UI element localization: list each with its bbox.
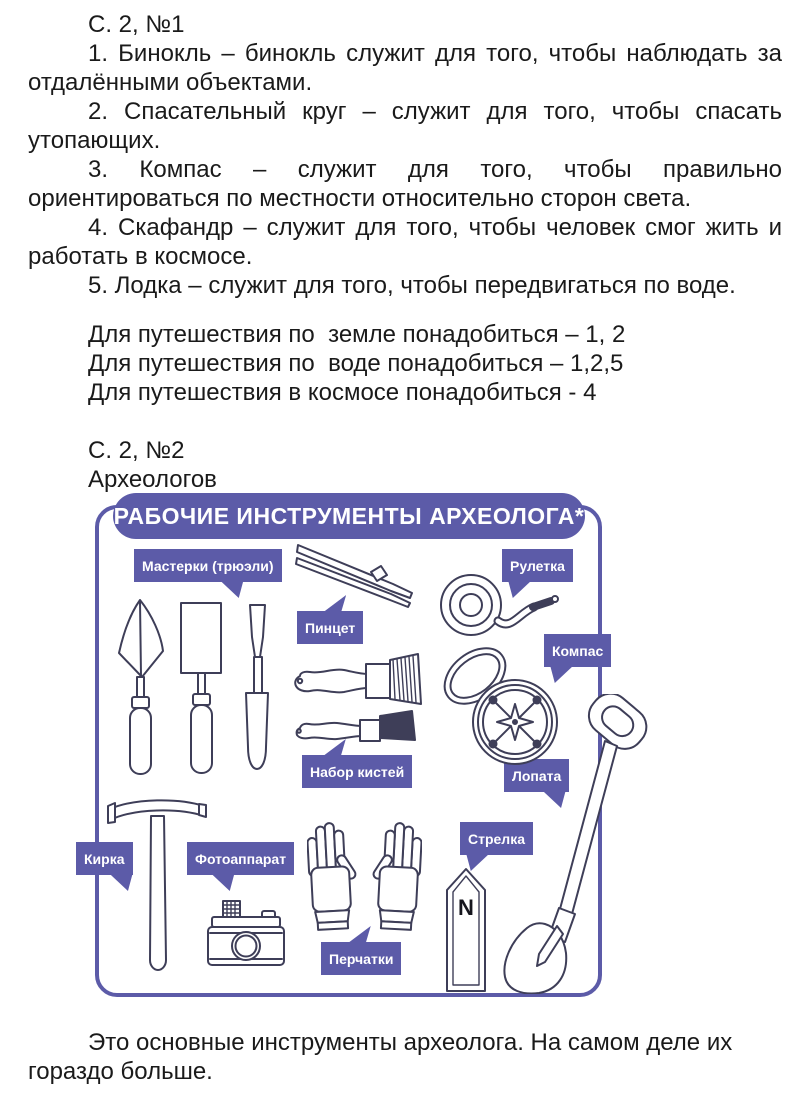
label-compass-text: Компас: [552, 642, 604, 659]
label-north-arrow-text: Стрелка: [468, 830, 525, 847]
north-arrow-illustration: [445, 867, 487, 993]
bubble-tail: [211, 873, 235, 891]
label-brush-set: [302, 755, 412, 788]
travel-land-line: Для путешествия по земле понадобиться – 1, 2: [88, 321, 626, 348]
infographic-title-text: РАБОЧИЕ ИНСТРУМЕНТЫ АРХЕОЛОГА*: [113, 502, 585, 529]
shovel-illustration: [499, 694, 649, 994]
travel-space-line: Для путешествия в космосе понадобиться - 4: [88, 379, 597, 406]
north-letter: N: [458, 895, 474, 920]
footer-section: [28, 1028, 782, 1086]
answer-item-1: 1. Бинокль – бинокль служит для того, чтобы наблюдать за отдалёнными объектами.: [28, 40, 782, 96]
answer-item-2: 2. Спасательный круг – служит для того, чтобы спасать утопающих.: [28, 98, 782, 154]
trowel-set-illustration: [109, 597, 274, 777]
gloves-illustration: [307, 819, 422, 941]
travel-answers: [28, 320, 782, 407]
label-gloves-text: Перчатки: [329, 950, 394, 967]
brush-set-illustration: [292, 652, 422, 757]
camera-illustration: [205, 898, 287, 970]
footer-note: Это основные инструменты археолога. На самом деле их гораздо больше.: [28, 1029, 733, 1085]
archaeologist-tools-infographic: [84, 502, 604, 997]
infographic-title: [113, 493, 585, 539]
label-gloves: [321, 942, 401, 975]
travel-water-line: Для путешествия по воде понадобиться – 1,2,5: [88, 350, 624, 377]
pick-illustration: [107, 795, 207, 972]
bubble-tail: [220, 580, 244, 598]
label-trowels-text: Мастерки (трюэли): [142, 557, 274, 574]
heading-s2-n1: С. 2, №1: [88, 11, 185, 38]
label-camera-text: Фотоаппарат: [195, 850, 287, 867]
label-pick-text: Кирка: [84, 850, 125, 867]
answer-archaeologists: Археологов: [88, 466, 217, 493]
answers-section-1: [28, 10, 782, 494]
label-shovel-text: Лопата: [512, 767, 562, 784]
label-tweezers: [297, 611, 363, 644]
answer-item-3: 3. Компас – служит для того, чтобы правильно ориентироваться по местности относительно сторон света.: [28, 156, 782, 212]
tape-measure-illustration: [437, 567, 562, 647]
answer-item-5: 5. Лодка – служит для того, чтобы передвигаться по воде.: [88, 272, 736, 299]
label-brush-set-text: Набор кистей: [310, 763, 405, 780]
heading-s2-n2: С. 2, №2: [88, 437, 185, 464]
tweezers-illustration: [295, 542, 415, 614]
label-tape-measure-text: Рулетка: [510, 557, 565, 574]
label-tweezers-text: Пинцет: [305, 619, 356, 636]
label-trowels: [134, 549, 282, 582]
answer-item-4: 4. Скафандр – служит для того, чтобы человек смог жить и работать в космосе.: [28, 214, 782, 270]
